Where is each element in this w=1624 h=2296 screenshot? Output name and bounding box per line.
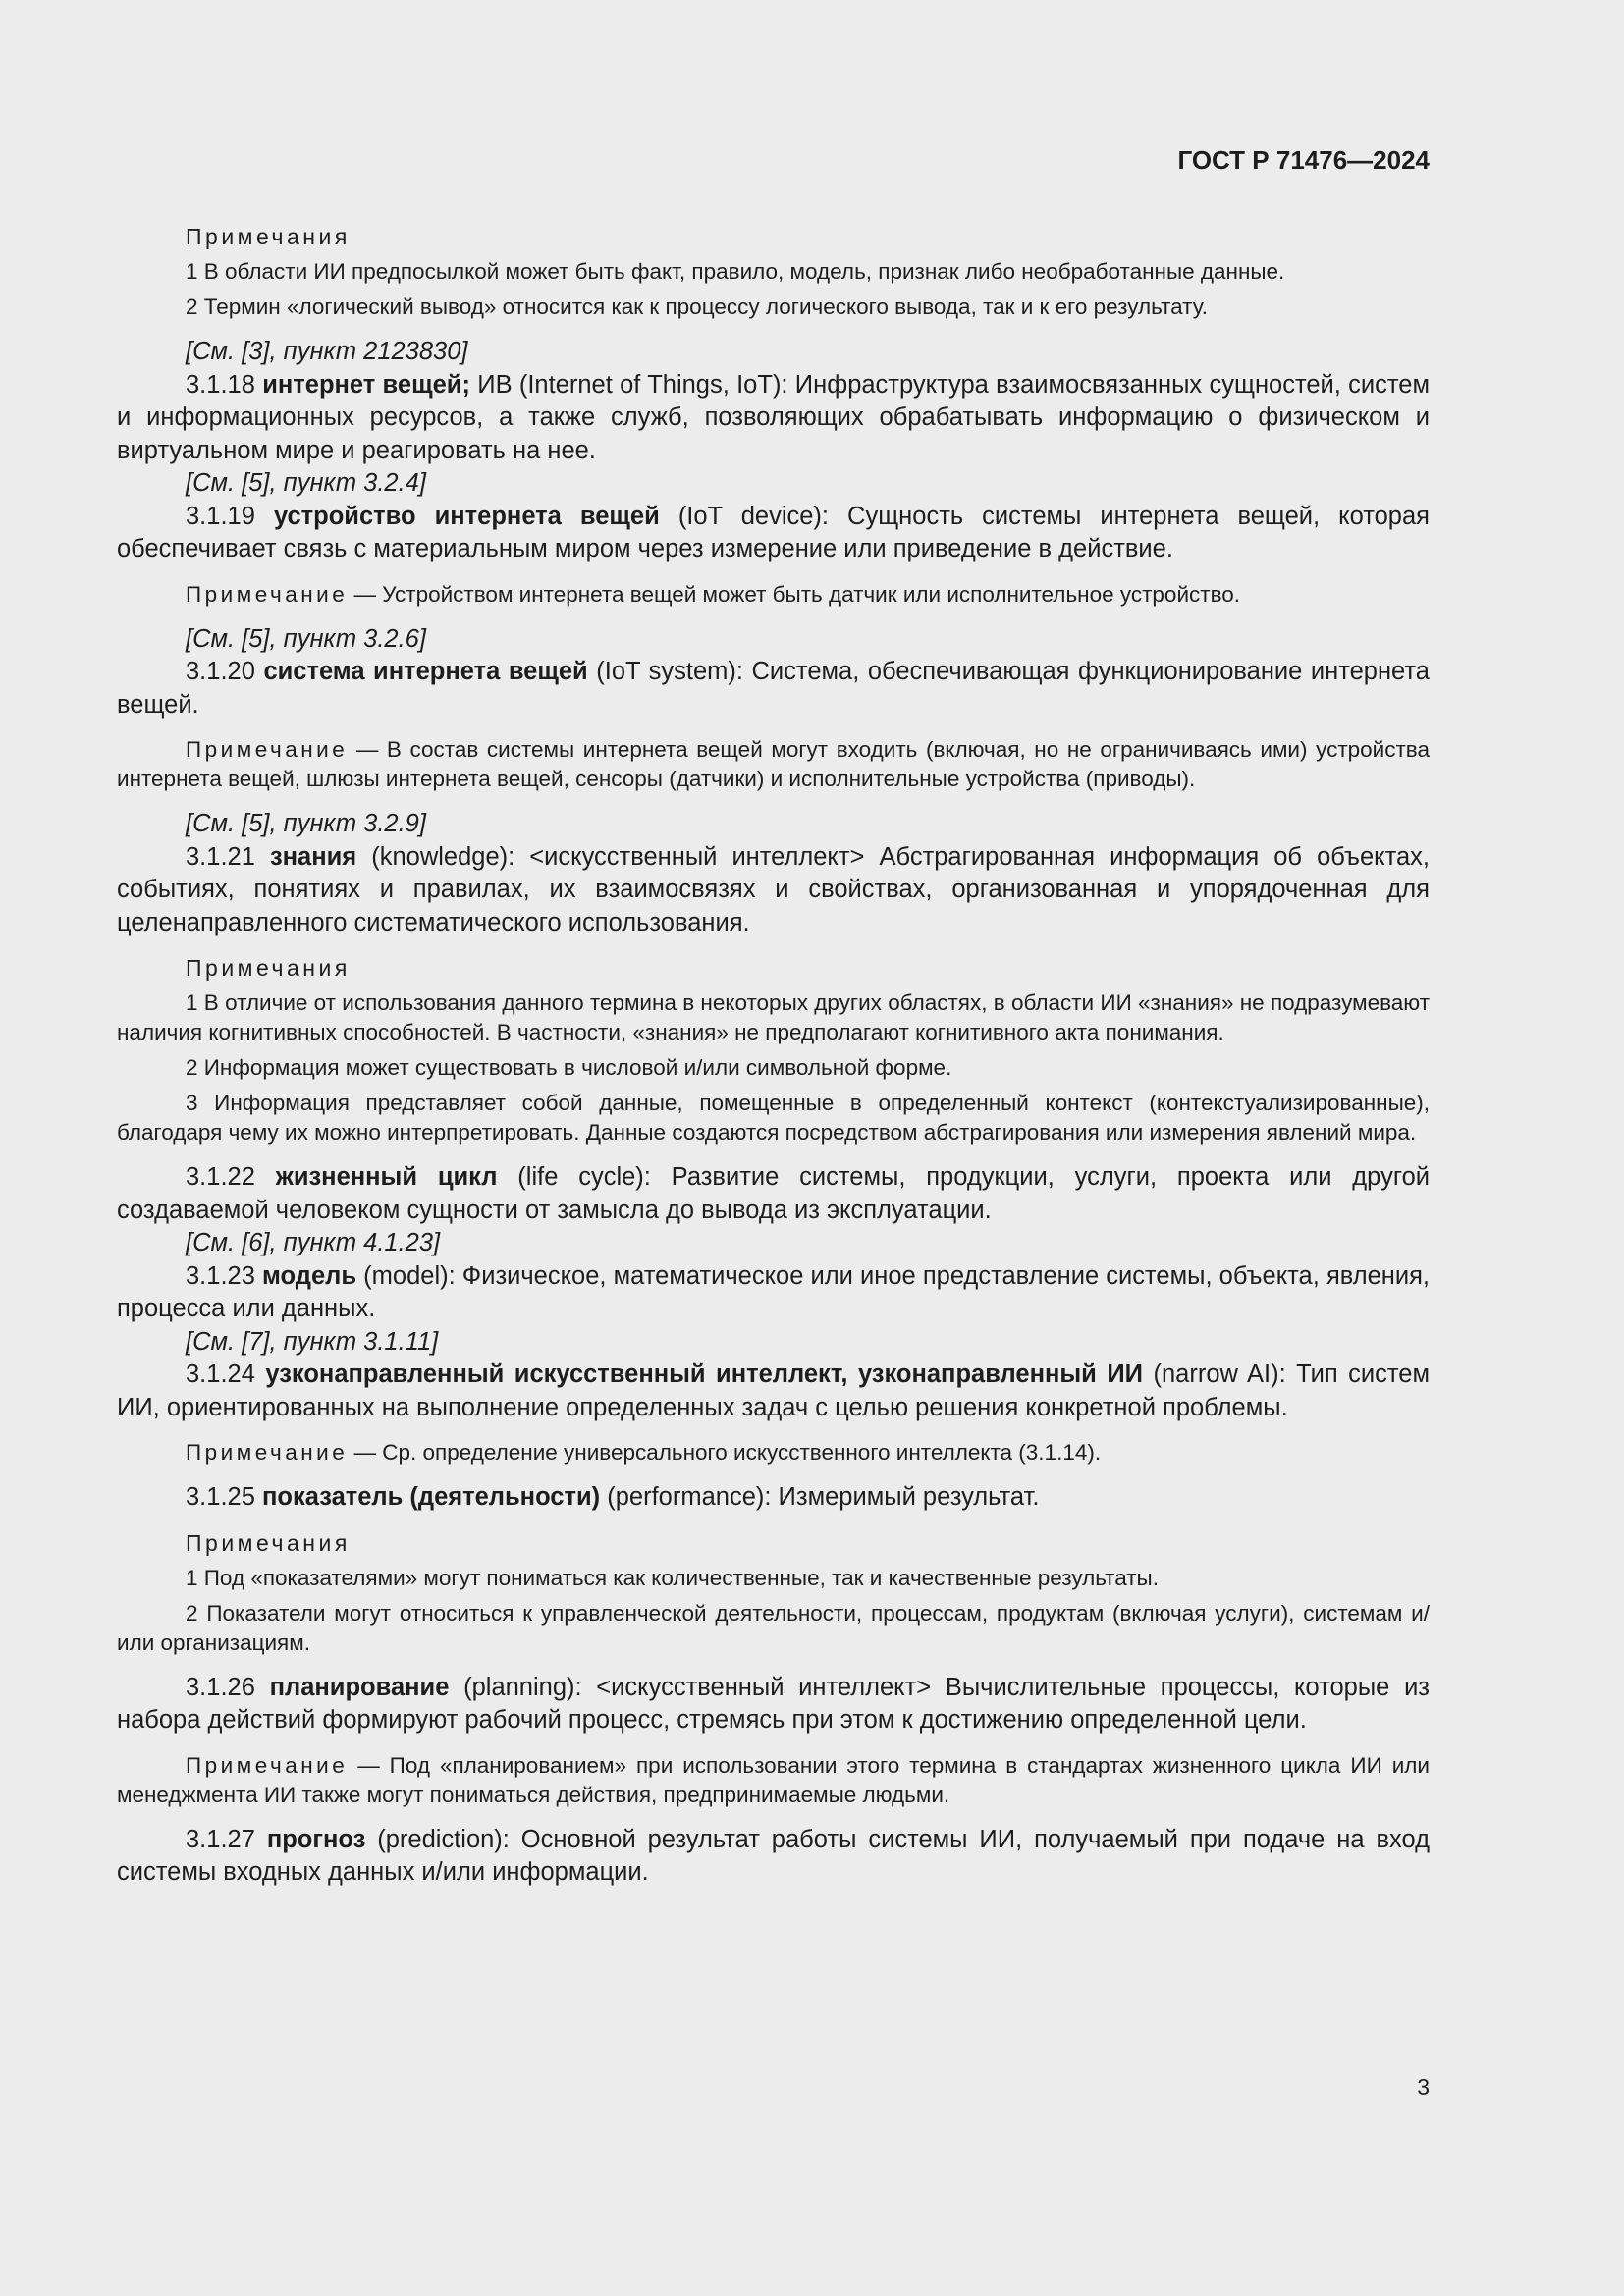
source-reference: [См. [5], пункт 3.2.9] bbox=[186, 810, 426, 837]
term-entry bbox=[117, 1672, 1430, 1737]
term-number: 3.1.27 bbox=[186, 1825, 255, 1853]
term-entry bbox=[117, 1481, 1430, 1515]
term-number: 3.1.20 bbox=[186, 658, 255, 685]
note-label: Примечание bbox=[186, 1752, 349, 1778]
term-number: 3.1.25 bbox=[186, 1483, 255, 1511]
term-entry bbox=[117, 1161, 1430, 1227]
note-label: Примечание bbox=[186, 1440, 349, 1465]
note-text: — Ср. определение универсального искусственного интеллекта (3.1.14). bbox=[348, 1440, 1102, 1465]
term-name: жизненный цикл bbox=[275, 1163, 498, 1191]
terms-section bbox=[117, 222, 1430, 1890]
term-entry bbox=[117, 369, 1430, 468]
source-reference: [См. [6], пункт 4.1.23] bbox=[186, 1229, 441, 1256]
note-text: 3 Информация представляет собой данные, помещенные в определенный контекст (контекстуализированные), благодаря чему их можно интерпретировать. Данные создаются посредством абстрагирования или измерения явлений мира. bbox=[117, 1091, 1430, 1145]
term-number: 3.1.18 bbox=[186, 370, 255, 399]
term-definition: (performance): Измеримый результат. bbox=[607, 1483, 1040, 1511]
term-number: 3.1.24 bbox=[186, 1361, 255, 1388]
source-reference: [См. [5], пункт 3.2.6] bbox=[186, 624, 426, 653]
term-number: 3.1.26 bbox=[186, 1673, 255, 1701]
page-number: 3 bbox=[1417, 2074, 1430, 2100]
note-text: 1 Под «показателями» могут пониматься как количественные, так и качественные результаты. bbox=[186, 1565, 1159, 1590]
term-name: модель bbox=[262, 1261, 357, 1290]
term-entry bbox=[117, 1824, 1430, 1890]
term-entry bbox=[117, 1359, 1430, 1424]
term-note bbox=[117, 1438, 1430, 1468]
term-name: знания bbox=[269, 842, 357, 871]
term-definition: (prediction): Основной результат работы системы ИИ, получаемый при подаче на вход системы входных данных и/или информации. bbox=[117, 1825, 1430, 1886]
term-name: планирование bbox=[269, 1673, 450, 1701]
term-number: 3.1.21 bbox=[186, 842, 255, 871]
source-reference: [См. [7], пункт 3.1.11] bbox=[186, 1327, 439, 1356]
term-note bbox=[117, 735, 1430, 794]
source-reference: [См. [5], пункт 3.2.4] bbox=[186, 469, 426, 497]
term-definition: (knowledge): <искусственный интеллект> Абстрагированная информация об объектах, событиях, понятиях и правилах, их взаимосвязях и свойствах, организованная и упорядоченная для целенаправленного систематического использования. bbox=[117, 842, 1430, 936]
term-name: прогноз bbox=[266, 1825, 366, 1853]
term-name: устройство интернета вещей bbox=[273, 502, 660, 530]
term-name: система интернета вещей bbox=[263, 658, 588, 685]
term-entry bbox=[117, 656, 1430, 721]
term-definition: ИВ (Internet of Things, IoT): Инфраструктура взаимосвязанных сущностей, систем и информационных ресурсов, а также служб, позволяющих обрабатывать информацию о физическом и виртуальном мире и реагировать на нее. bbox=[117, 370, 1430, 464]
term-note bbox=[117, 580, 1430, 610]
term-definition: (model): Физическое, математическое или иное представление системы, объекта, явления, процесса или данных. bbox=[117, 1261, 1430, 1322]
document-number: ГОСТ Р 71476—2024 bbox=[1177, 145, 1430, 175]
term-number: 3.1.22 bbox=[186, 1163, 255, 1191]
term-definition: (IoT device): Сущность системы интернета вещей, которая обеспечивает связь с материальным миром через измерение или приведение в действие. bbox=[117, 502, 1430, 562]
note-text: — Под «планированием» при использовании этого термина в стандартах жизненного цикла ИИ или менеджмента ИИ также могут пониматься действия, предпринимаемые людьми. bbox=[117, 1752, 1430, 1807]
term-definition: (life cycle): Развитие системы, продукции, услуги, проекта или другой создаваемой человеком сущности от замысла до вывода из эксплуатации. bbox=[117, 1163, 1430, 1224]
notes-heading: Примечания bbox=[186, 1529, 351, 1556]
term-name: интернет вещей; bbox=[262, 370, 470, 399]
notes-heading: Примечания bbox=[186, 224, 351, 249]
term-definition: (IoT system): Система, обеспечивающая функционирование интернета вещей. bbox=[117, 658, 1430, 719]
term-entry bbox=[117, 501, 1430, 566]
term-entry bbox=[117, 1260, 1430, 1326]
term-number: 3.1.23 bbox=[186, 1261, 255, 1290]
term-name: узконаправленный искусственный интеллект, узконаправленный ИИ bbox=[265, 1361, 1143, 1388]
term-definition: (planning): <искусственный интеллект> Вычислительные процессы, которые из набора действий формируют рабочий процесс, стремясь при этом к достижению определенной цели. bbox=[117, 1673, 1430, 1734]
term-name: показатель (деятельности) bbox=[262, 1483, 601, 1511]
source-reference: [См. [3], пункт 2123830] bbox=[186, 338, 468, 365]
term-note bbox=[117, 1751, 1430, 1810]
note-text: 2 Показатели могут относиться к управленческой деятельности, процессам, продуктам (включая услуги), системам и/или организациям. bbox=[117, 1600, 1430, 1655]
note-label: Примечание bbox=[186, 581, 349, 607]
notes-heading: Примечания bbox=[186, 955, 351, 981]
note-text: 1 В области ИИ предпосылкой может быть факт, правило, модель, признак либо необработанные данные. bbox=[186, 259, 1285, 284]
note-text: 1 В отличие от использования данного термина в некоторых других областях, в области ИИ «знания» не подразумевают наличия когнитивных способностей. В частности, «знания» не предполагают когнитивного акта понимания. bbox=[117, 990, 1430, 1044]
term-definition: (narrow AI): Тип систем ИИ, ориентированных на выполнение определенных задач с целью решения конкретной проблемы. bbox=[117, 1361, 1430, 1421]
note-text: 2 Термин «логический вывод» относится как к процессу логического вывода, так и к его результату. bbox=[186, 294, 1208, 319]
note-text: 2 Информация может существовать в числовой и/или символьной форме. bbox=[186, 1055, 952, 1080]
term-number: 3.1.19 bbox=[186, 502, 255, 530]
note-text: — В состав системы интернета вещей могут входить (включая, но не ограничиваясь ими) устройства интернета вещей, шлюзы интернета вещей, сенсоры (датчики) и исполнительные устройства (приводы). bbox=[117, 737, 1430, 791]
note-text: — Устройством интернета вещей может быть датчик или исполнительное устройство. bbox=[348, 581, 1241, 607]
term-entry bbox=[117, 841, 1430, 940]
note-label: Примечание bbox=[186, 737, 349, 762]
